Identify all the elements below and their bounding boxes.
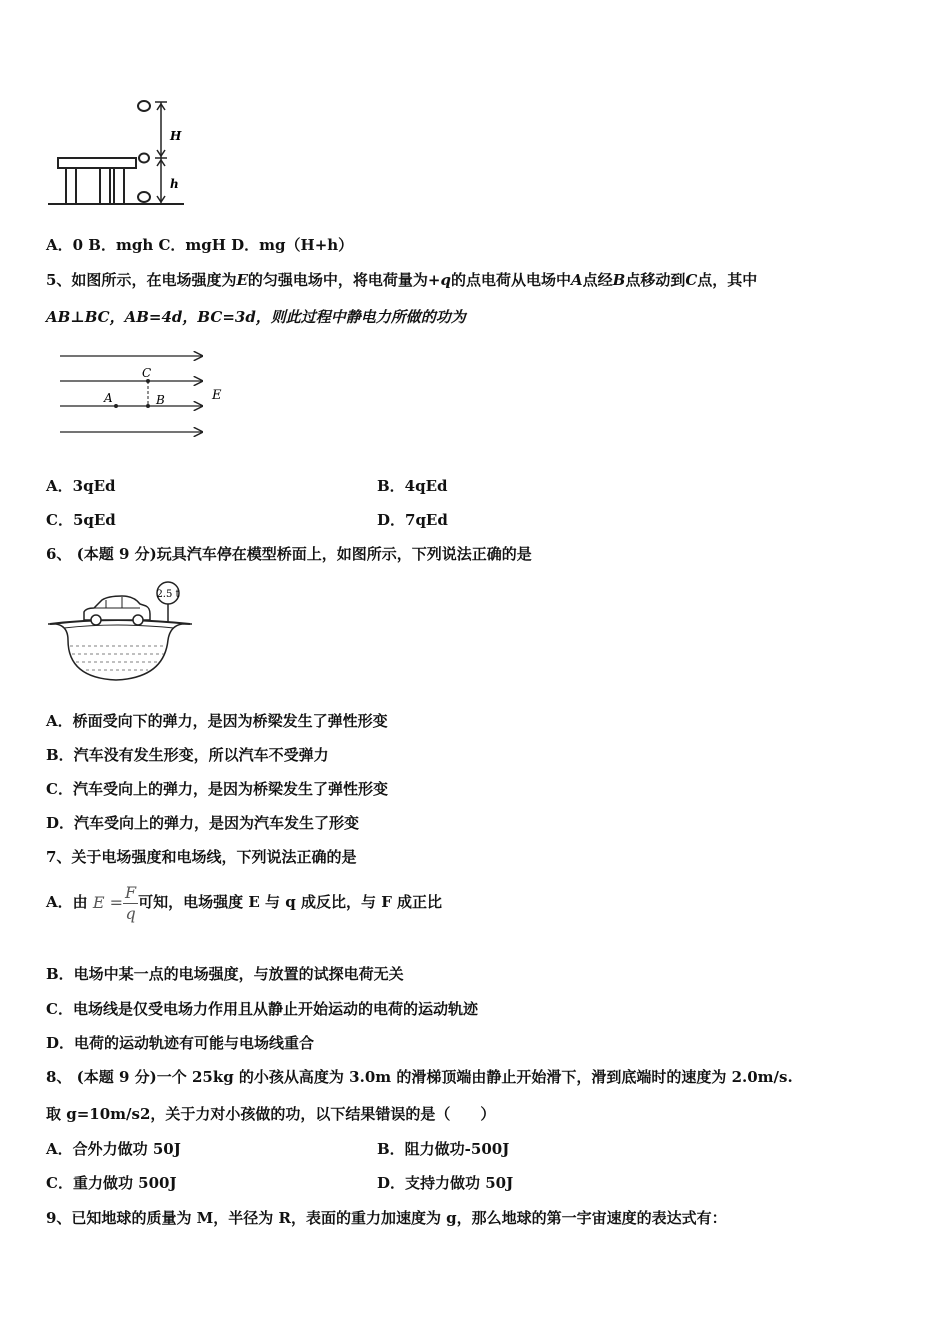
q6-stem: 6、 (本题 9 分)玩具汽车停在模型桥面上，如图所示，下列说法正确的是 — [46, 545, 532, 563]
q5-option-D: D．7qEd — [377, 511, 448, 529]
q8-stem-line2: 取 g=10m/s2，关于力对小孩做的功，以下结果错误的是（ ） — [46, 1105, 496, 1123]
q8-option-B: B．阻力做功-500J — [377, 1140, 510, 1158]
q4-label-h: h — [170, 177, 179, 191]
q5-label-B: B — [156, 393, 165, 407]
q7-option-C: C．电场线是仅受电场力作用且从静止开始运动的电荷的运动轨迹 — [46, 1000, 478, 1018]
q7-formula-lhs: E = — [92, 893, 124, 912]
q5-stem-line1: 5、如图所示，在电场强度为E的匀强电场中，将电荷量为+q的点电荷从电场中A点经B点移动到C点，其中 — [46, 271, 758, 289]
q6-option-A: A．桥面受向下的弹力，是因为桥梁发生了弹性形变 — [46, 712, 388, 730]
q6-option-C: C．汽车受向上的弹力，是因为桥梁发生了弹性形变 — [46, 780, 388, 798]
q5-option-C: C．5qEd — [46, 511, 116, 529]
q5-figure — [56, 344, 236, 448]
q6-option-B: B．汽车没有发生形变，所以汽车不受弹力 — [46, 746, 329, 764]
q8-option-C: C．重力做功 500J — [46, 1174, 177, 1192]
q7-option-D: D．电荷的运动轨迹有可能与电场线重合 — [46, 1034, 315, 1052]
q6-sign-text: 2.5 t — [156, 589, 180, 600]
q4-figure — [44, 96, 194, 211]
q9-stem: 9、已知地球的质量为 M，半径为 R，表面的重力加速度为 g，那么地球的第一宇宙速度的表达式有： — [46, 1209, 727, 1227]
q4-options: A．0 B．mgh C．mgH D．mg（H+h） — [46, 236, 354, 254]
q7-option-B: B．电场中某一点的电场强度，与放置的试探电荷无关 — [46, 965, 404, 983]
q5-stem-line2: AB⊥BC，AB=4d，BC=3d，则此过程中静电力所做的功为 — [46, 308, 466, 326]
q4-label-H: H — [170, 129, 182, 143]
q6-figure — [46, 580, 196, 684]
q6-option-D: D．汽车受向上的弹力，是因为汽车发生了形变 — [46, 814, 360, 832]
q7-option-A: A．由 E = $\frac{F}{q}$ 可知，电场强度 E 与 q 成反比，与 F 成正比 — [46, 882, 443, 923]
q5-label-E: E — [212, 388, 222, 403]
q8-option-A: A．合外力做功 50J — [46, 1140, 181, 1158]
q8-option-D: D．支持力做功 50J — [377, 1174, 514, 1192]
q5-option-A: A．3qEd — [46, 477, 116, 495]
q7-stem: 7、关于电场强度和电场线，下列说法正确的是 — [46, 848, 357, 866]
q5-label-A: A — [104, 391, 113, 405]
q7-formula-fraction: $\frac{F}{q}$ — [125, 882, 137, 923]
q5-label-C: C — [142, 366, 152, 380]
q5-option-B: B．4qEd — [377, 477, 448, 495]
q8-stem-line1: 8、 (本题 9 分)一个 25kg 的小孩从高度为 3.0m 的滑梯顶端由静止开始滑下，滑到底端时的速度为 2.0m/s. — [46, 1068, 793, 1086]
